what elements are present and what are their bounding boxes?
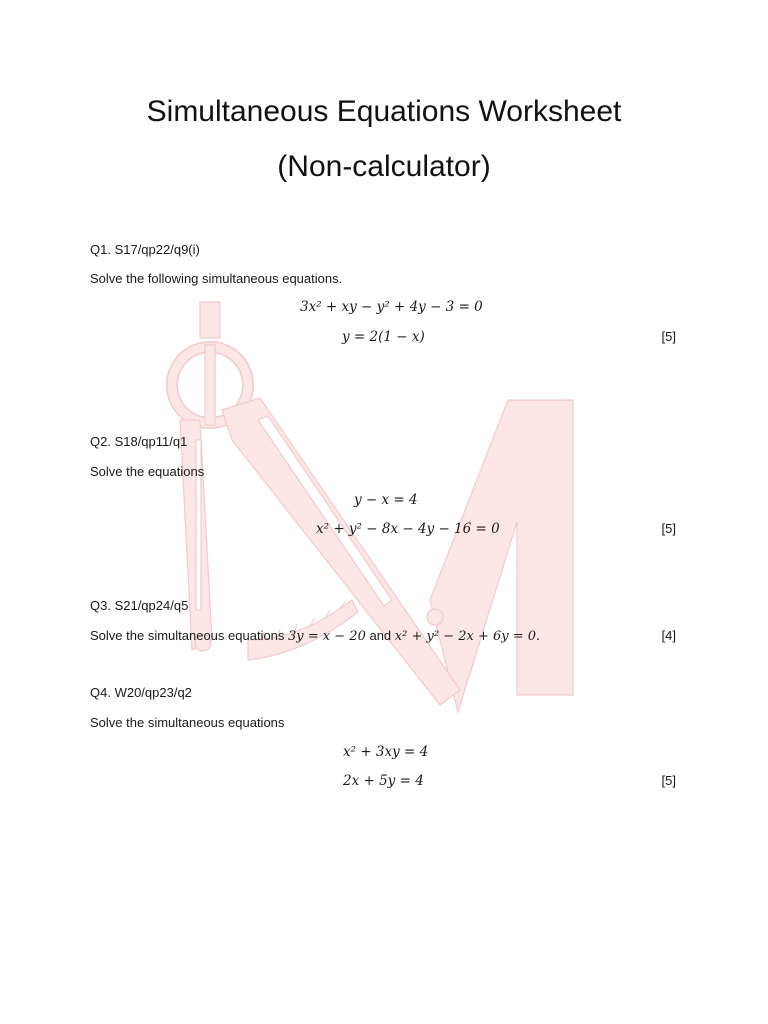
- marks-label: [5]: [661, 773, 676, 788]
- logo-m-stroke: [430, 400, 573, 712]
- page-title: Simultaneous Equations Worksheet: [146, 95, 622, 128]
- equation: x² + y² − 8x − 4y − 16 = 0: [316, 521, 500, 537]
- question-ref: Q4. W20/qp23/q2: [90, 685, 192, 700]
- question-instruction: Solve the simultaneous equations: [90, 715, 285, 730]
- question-ref: Q1. S17/qp22/q9(i): [90, 242, 200, 257]
- equation: 3x² + xy − y² + 4y − 3 = 0: [300, 299, 483, 315]
- page-subtitle: (Non-calculator): [277, 150, 491, 183]
- equation: y = 2(1 − x): [342, 329, 425, 345]
- equation: x² + 3xy = 4: [343, 744, 429, 760]
- question-instruction: Solve the simultaneous equations: [90, 628, 285, 643]
- marks-label: [5]: [661, 521, 676, 536]
- connector-text: and: [369, 628, 392, 643]
- question-ref: Q2. S18/qp11/q1: [90, 434, 188, 449]
- logo-compass-top: [200, 302, 220, 338]
- equation: 2x + 5y = 4: [343, 773, 424, 789]
- marks-label: [4]: [661, 628, 676, 643]
- question-instruction: Solve the following simultaneous equations.: [90, 271, 343, 286]
- question-instruction-line: [90, 628, 540, 644]
- marks-label: [5]: [661, 329, 676, 344]
- question-ref: Q3. S21/qp24/q5: [90, 598, 189, 613]
- question-instruction: Solve the equations: [90, 464, 205, 479]
- inline-equation: 3y = x − 20: [288, 629, 366, 644]
- equation: y − x = 4: [354, 492, 418, 508]
- inline-equation: x² + y² − 2x + 6y = 0.: [394, 629, 541, 644]
